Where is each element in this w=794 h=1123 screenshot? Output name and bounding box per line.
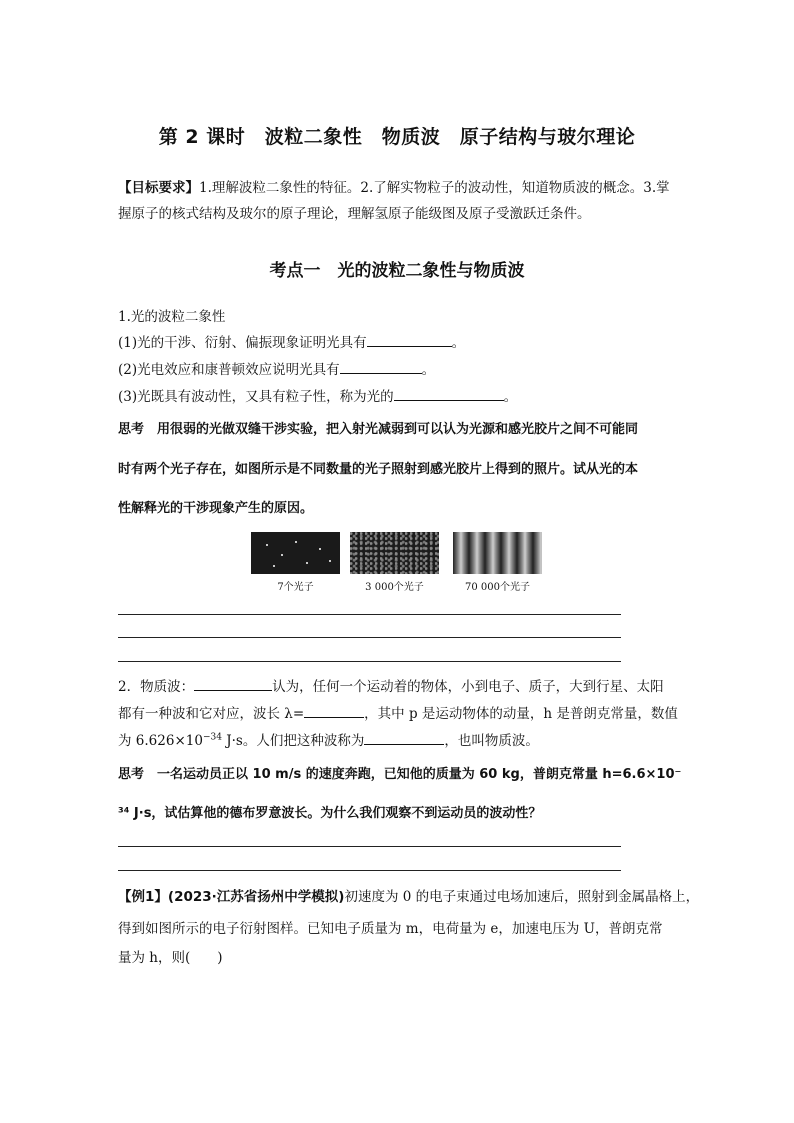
- answer-line[interactable]: [118, 661, 621, 662]
- example-line-2: 得到如图所示的电子衍射图样。已知电子质量为 m，电荷量为 e，加速电压为 U，普朗克常: [118, 921, 663, 937]
- think1-line-3: 性解释光的干涉现象产生的原因。: [118, 501, 314, 516]
- point-3-end: 。: [503, 389, 518, 405]
- think1-line-2: 时有两个光子存在，如图所示是不同数量的光子照射到感光胶片上得到的照片。试从光的本: [118, 462, 639, 477]
- item2-text-2a: 都有一种波和它对应，波长 λ=: [118, 706, 305, 722]
- example-source: (2023·江苏省扬州中学模拟): [167, 889, 345, 905]
- photo-caption: 3 000个光子: [365, 582, 424, 593]
- item2-text-1b: 认为，任何一个运动着的物体，小到电子、质子，大到行星、太阳: [272, 679, 664, 695]
- answer-blank[interactable]: [394, 388, 504, 401]
- think2-line-2: ³⁴ J·s，试估算他的德布罗意波长。为什么我们观察不到运动员的波动性？: [118, 806, 542, 821]
- point-2-text: (2)光电效应和康普顿效应说明光具有: [118, 362, 340, 378]
- answer-blank[interactable]: [194, 678, 272, 691]
- think-label: 思考: [118, 767, 145, 782]
- answer-blank[interactable]: [340, 361, 422, 374]
- item2-text-3a: 为 6.626×10: [118, 733, 203, 749]
- item2-text-2b: ，其中 p 是运动物体的动量，h 是普朗克常量，数值: [364, 706, 678, 722]
- photo-caption: 7个光子: [277, 582, 314, 593]
- example-text-1: 初速度为 0 的电子束通过电场加速后，照射到金属晶格上，: [344, 889, 700, 905]
- point-2-end: 。: [421, 362, 436, 378]
- item1-heading: 1.光的波粒二象性: [118, 309, 226, 325]
- item2-text-3b: J·s。人们把这种波称为: [221, 733, 365, 749]
- answer-line[interactable]: [118, 614, 621, 615]
- point-1-text: (1)光的干涉、衍射、偏振现象证明光具有: [118, 335, 367, 351]
- goals-label: 【目标要求】: [118, 180, 199, 196]
- item1-point-2: [118, 358, 435, 378]
- point-3-text: (3)光既具有波动性，又具有粒子性，称为光的: [118, 389, 394, 405]
- item2-text-1a: 2．物质波：: [118, 679, 195, 695]
- answer-blank[interactable]: [364, 732, 444, 745]
- item1-point-3: [118, 385, 517, 405]
- item1-point-1: [118, 331, 465, 351]
- answer-blank[interactable]: [304, 705, 364, 718]
- item2-text-3c: ，也叫物质波。: [444, 733, 539, 749]
- answer-line[interactable]: [118, 637, 621, 638]
- think1-line-1: [118, 418, 638, 437]
- goals-line-2: 握原子的核式结构及玻尔的原子理论，理解氢原子能级图及原子受激跃迁条件。: [118, 206, 591, 222]
- think2-line-1: [118, 763, 681, 782]
- item2-line-3: [118, 729, 539, 749]
- page-title: 第 2 课时 波粒二象性 物质波 原子结构与玻尔理论: [158, 126, 636, 148]
- answer-blank[interactable]: [367, 334, 452, 347]
- example-label: 【例1】: [118, 889, 168, 905]
- think-label: 思考: [118, 422, 145, 437]
- example-line-3: 量为 h，则( ): [118, 950, 223, 966]
- section-heading: 考点一 光的波粒二象性与物质波: [269, 261, 525, 281]
- point-1-end: 。: [451, 335, 466, 351]
- example-line-1: [118, 885, 699, 905]
- item2-line-1: [118, 675, 664, 695]
- think2-text-1: 一名运动员正以 10 m/s 的速度奔跑，已知他的质量为 60 kg，普朗克常量 h=6.6×10⁻: [157, 767, 682, 782]
- item2-line-2: [118, 702, 678, 722]
- think1-text-1: 用很弱的光做双缝干涉实验，把入射光减弱到可以认为光源和感光胶片之间不可能同: [157, 422, 639, 437]
- goals-text-1: 1.理解波粒二象性的特征。2.了解实物粒子的波动性，知道物质波的概念。3.掌: [199, 180, 670, 196]
- photo-7-photons: [251, 532, 340, 574]
- photo-caption: 70 000个光子: [465, 582, 530, 593]
- exponent: −34: [202, 732, 222, 743]
- answer-line[interactable]: [118, 846, 621, 847]
- photo-70000-photons: [453, 532, 542, 574]
- goals-line-1: [118, 176, 670, 196]
- answer-line[interactable]: [118, 870, 621, 871]
- photo-3000-photons: [350, 532, 439, 574]
